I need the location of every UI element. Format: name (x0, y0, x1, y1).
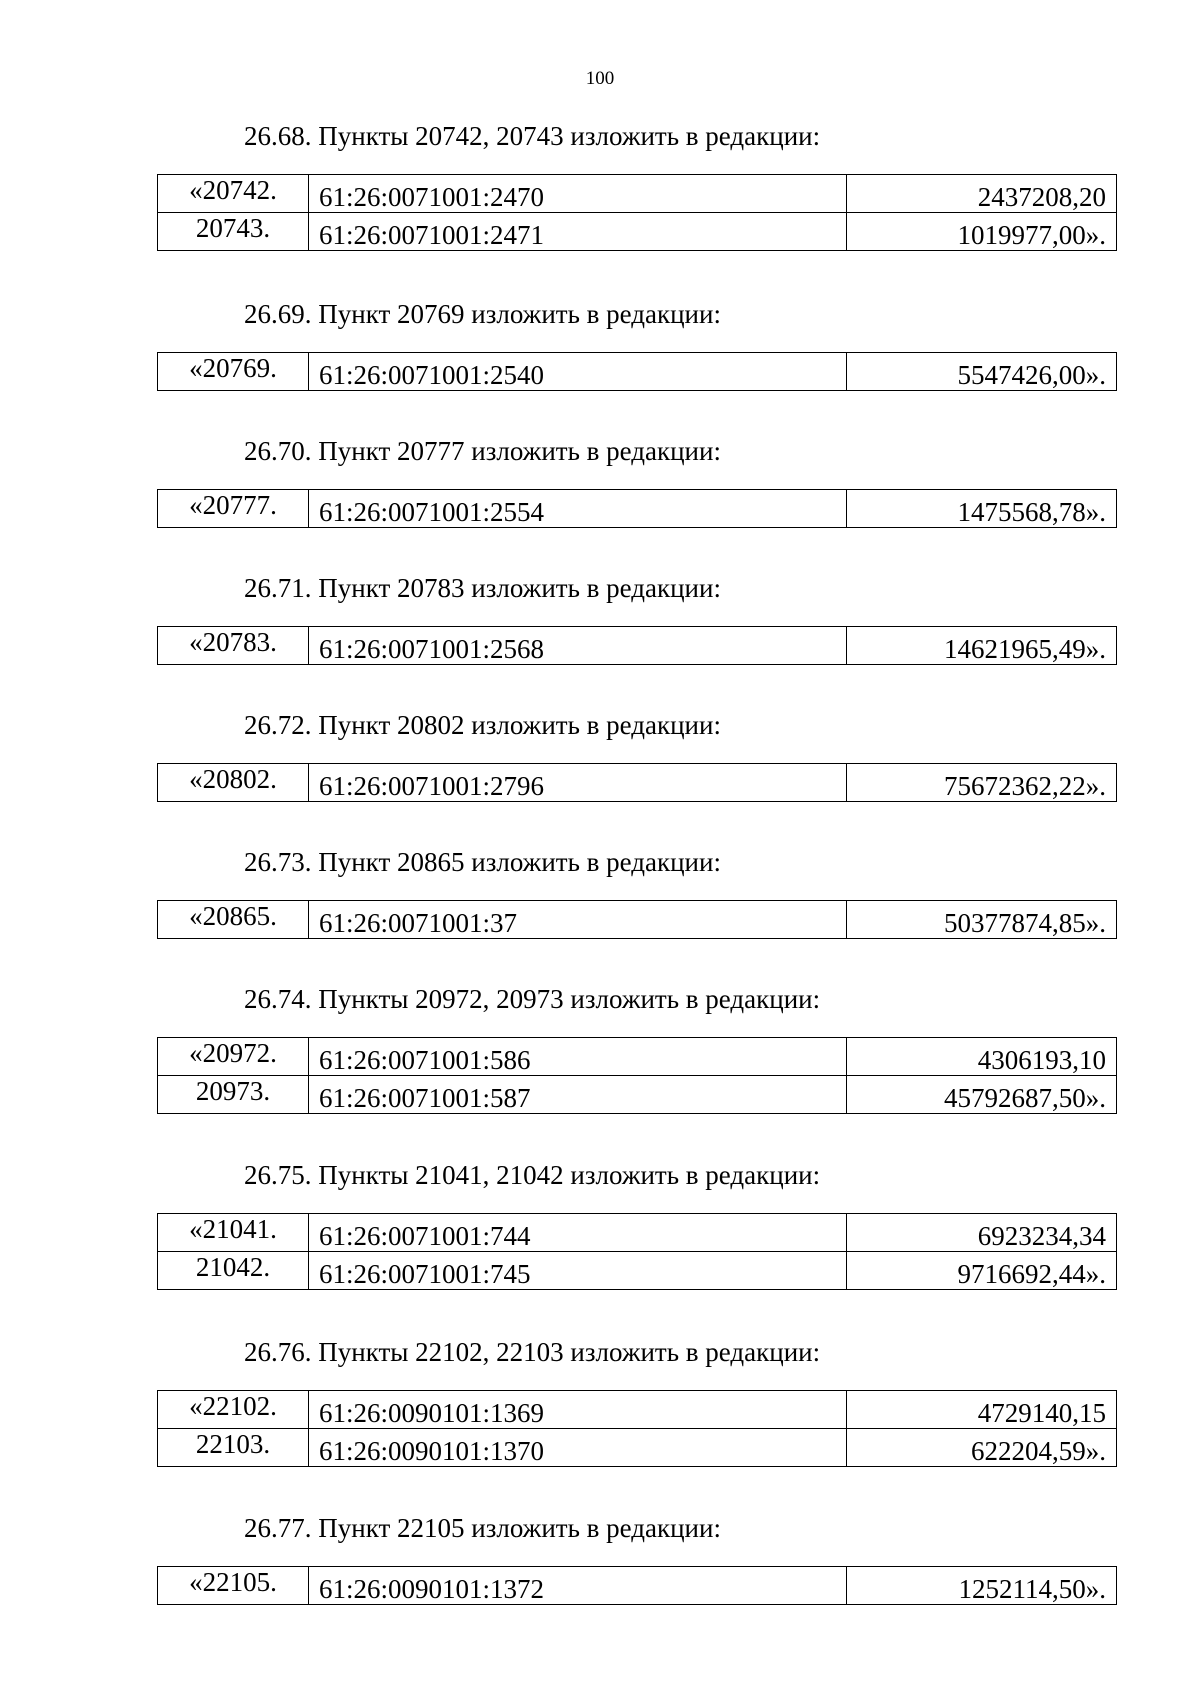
table-row (158, 353, 1117, 391)
section-heading: 26.73. Пункт 20865 изложить в редакции: (244, 847, 721, 877)
table-row (158, 1214, 1117, 1252)
cadastral-number-cell: 61:26:0071001:2796 (309, 764, 847, 802)
item-number-cell: «21041. (158, 1214, 309, 1252)
cadastral-number-cell: 61:26:0071001:2471 (309, 213, 847, 251)
value-cell: 50377874,85». (847, 901, 1117, 939)
entries-table (157, 1390, 1117, 1467)
table-row (158, 1038, 1117, 1076)
section-heading: 26.77. Пункт 22105 изложить в редакции: (244, 1513, 721, 1543)
table-row (158, 627, 1117, 665)
item-number-cell: 20743. (158, 213, 309, 251)
value-cell: 2437208,20 (847, 175, 1117, 213)
value-cell: 1475568,78». (847, 490, 1117, 528)
item-number-cell: «20777. (158, 490, 309, 528)
cadastral-number-cell: 61:26:0090101:1372 (309, 1567, 847, 1605)
section-heading: 26.74. Пункты 20972, 20973 изложить в редакции: (244, 984, 821, 1014)
entries-table (157, 1213, 1117, 1290)
page-number: 100 (585, 68, 615, 89)
cadastral-number-cell: 61:26:0071001:2470 (309, 175, 847, 213)
cadastral-number-cell: 61:26:0071001:2554 (309, 490, 847, 528)
item-number-cell: «20769. (158, 353, 309, 391)
value-cell: 4306193,10 (847, 1038, 1117, 1076)
section-heading: 26.71. Пункт 20783 изложить в редакции: (244, 573, 721, 603)
item-number-cell: «20783. (158, 627, 309, 665)
table-row (158, 1429, 1117, 1467)
table-row (158, 1391, 1117, 1429)
cadastral-number-cell: 61:26:0071001:745 (309, 1252, 847, 1290)
cadastral-number-cell: 61:26:0090101:1369 (309, 1391, 847, 1429)
value-cell: 9716692,44». (847, 1252, 1117, 1290)
value-cell: 4729140,15 (847, 1391, 1117, 1429)
cadastral-number-cell: 61:26:0071001:586 (309, 1038, 847, 1076)
item-number-cell: 20973. (158, 1076, 309, 1114)
table-row (158, 1567, 1117, 1605)
cadastral-number-cell: 61:26:0071001:2568 (309, 627, 847, 665)
cadastral-number-cell: 61:26:0071001:37 (309, 901, 847, 939)
value-cell: 45792687,50». (847, 1076, 1117, 1114)
section-heading: 26.72. Пункт 20802 изложить в редакции: (244, 710, 721, 740)
value-cell: 1019977,00». (847, 213, 1117, 251)
section-heading: 26.76. Пункты 22102, 22103 изложить в редакции: (244, 1337, 821, 1367)
item-number-cell: «22105. (158, 1567, 309, 1605)
section-heading: 26.75. Пункты 21041, 21042 изложить в редакции: (244, 1160, 821, 1190)
table-row (158, 1252, 1117, 1290)
section-heading: 26.68. Пункты 20742, 20743 изложить в редакции: (244, 121, 821, 151)
item-number-cell: «20742. (158, 175, 309, 213)
entries-table (157, 626, 1117, 665)
value-cell: 75672362,22». (847, 764, 1117, 802)
cadastral-number-cell: 61:26:0071001:587 (309, 1076, 847, 1114)
item-number-cell: «20865. (158, 901, 309, 939)
table-row (158, 175, 1117, 213)
item-number-cell: «20802. (158, 764, 309, 802)
table-row (158, 901, 1117, 939)
cadastral-number-cell: 61:26:0071001:744 (309, 1214, 847, 1252)
item-number-cell: «20972. (158, 1038, 309, 1076)
cadastral-number-cell: 61:26:0090101:1370 (309, 1429, 847, 1467)
item-number-cell: «22102. (158, 1391, 309, 1429)
item-number-cell: 22103. (158, 1429, 309, 1467)
value-cell: 14621965,49». (847, 627, 1117, 665)
entries-table (157, 1037, 1117, 1114)
value-cell: 622204,59». (847, 1429, 1117, 1467)
entries-table (157, 900, 1117, 939)
entries-table (157, 763, 1117, 802)
table-row (158, 1076, 1117, 1114)
section-heading: 26.69. Пункт 20769 изложить в редакции: (244, 299, 721, 329)
item-number-cell: 21042. (158, 1252, 309, 1290)
value-cell: 5547426,00». (847, 353, 1117, 391)
entries-table (157, 174, 1117, 251)
entries-table (157, 352, 1117, 391)
entries-table (157, 1566, 1117, 1605)
value-cell: 1252114,50». (847, 1567, 1117, 1605)
table-row (158, 213, 1117, 251)
value-cell: 6923234,34 (847, 1214, 1117, 1252)
table-row (158, 490, 1117, 528)
cadastral-number-cell: 61:26:0071001:2540 (309, 353, 847, 391)
table-row (158, 764, 1117, 802)
section-heading: 26.70. Пункт 20777 изложить в редакции: (244, 436, 721, 466)
entries-table (157, 489, 1117, 528)
